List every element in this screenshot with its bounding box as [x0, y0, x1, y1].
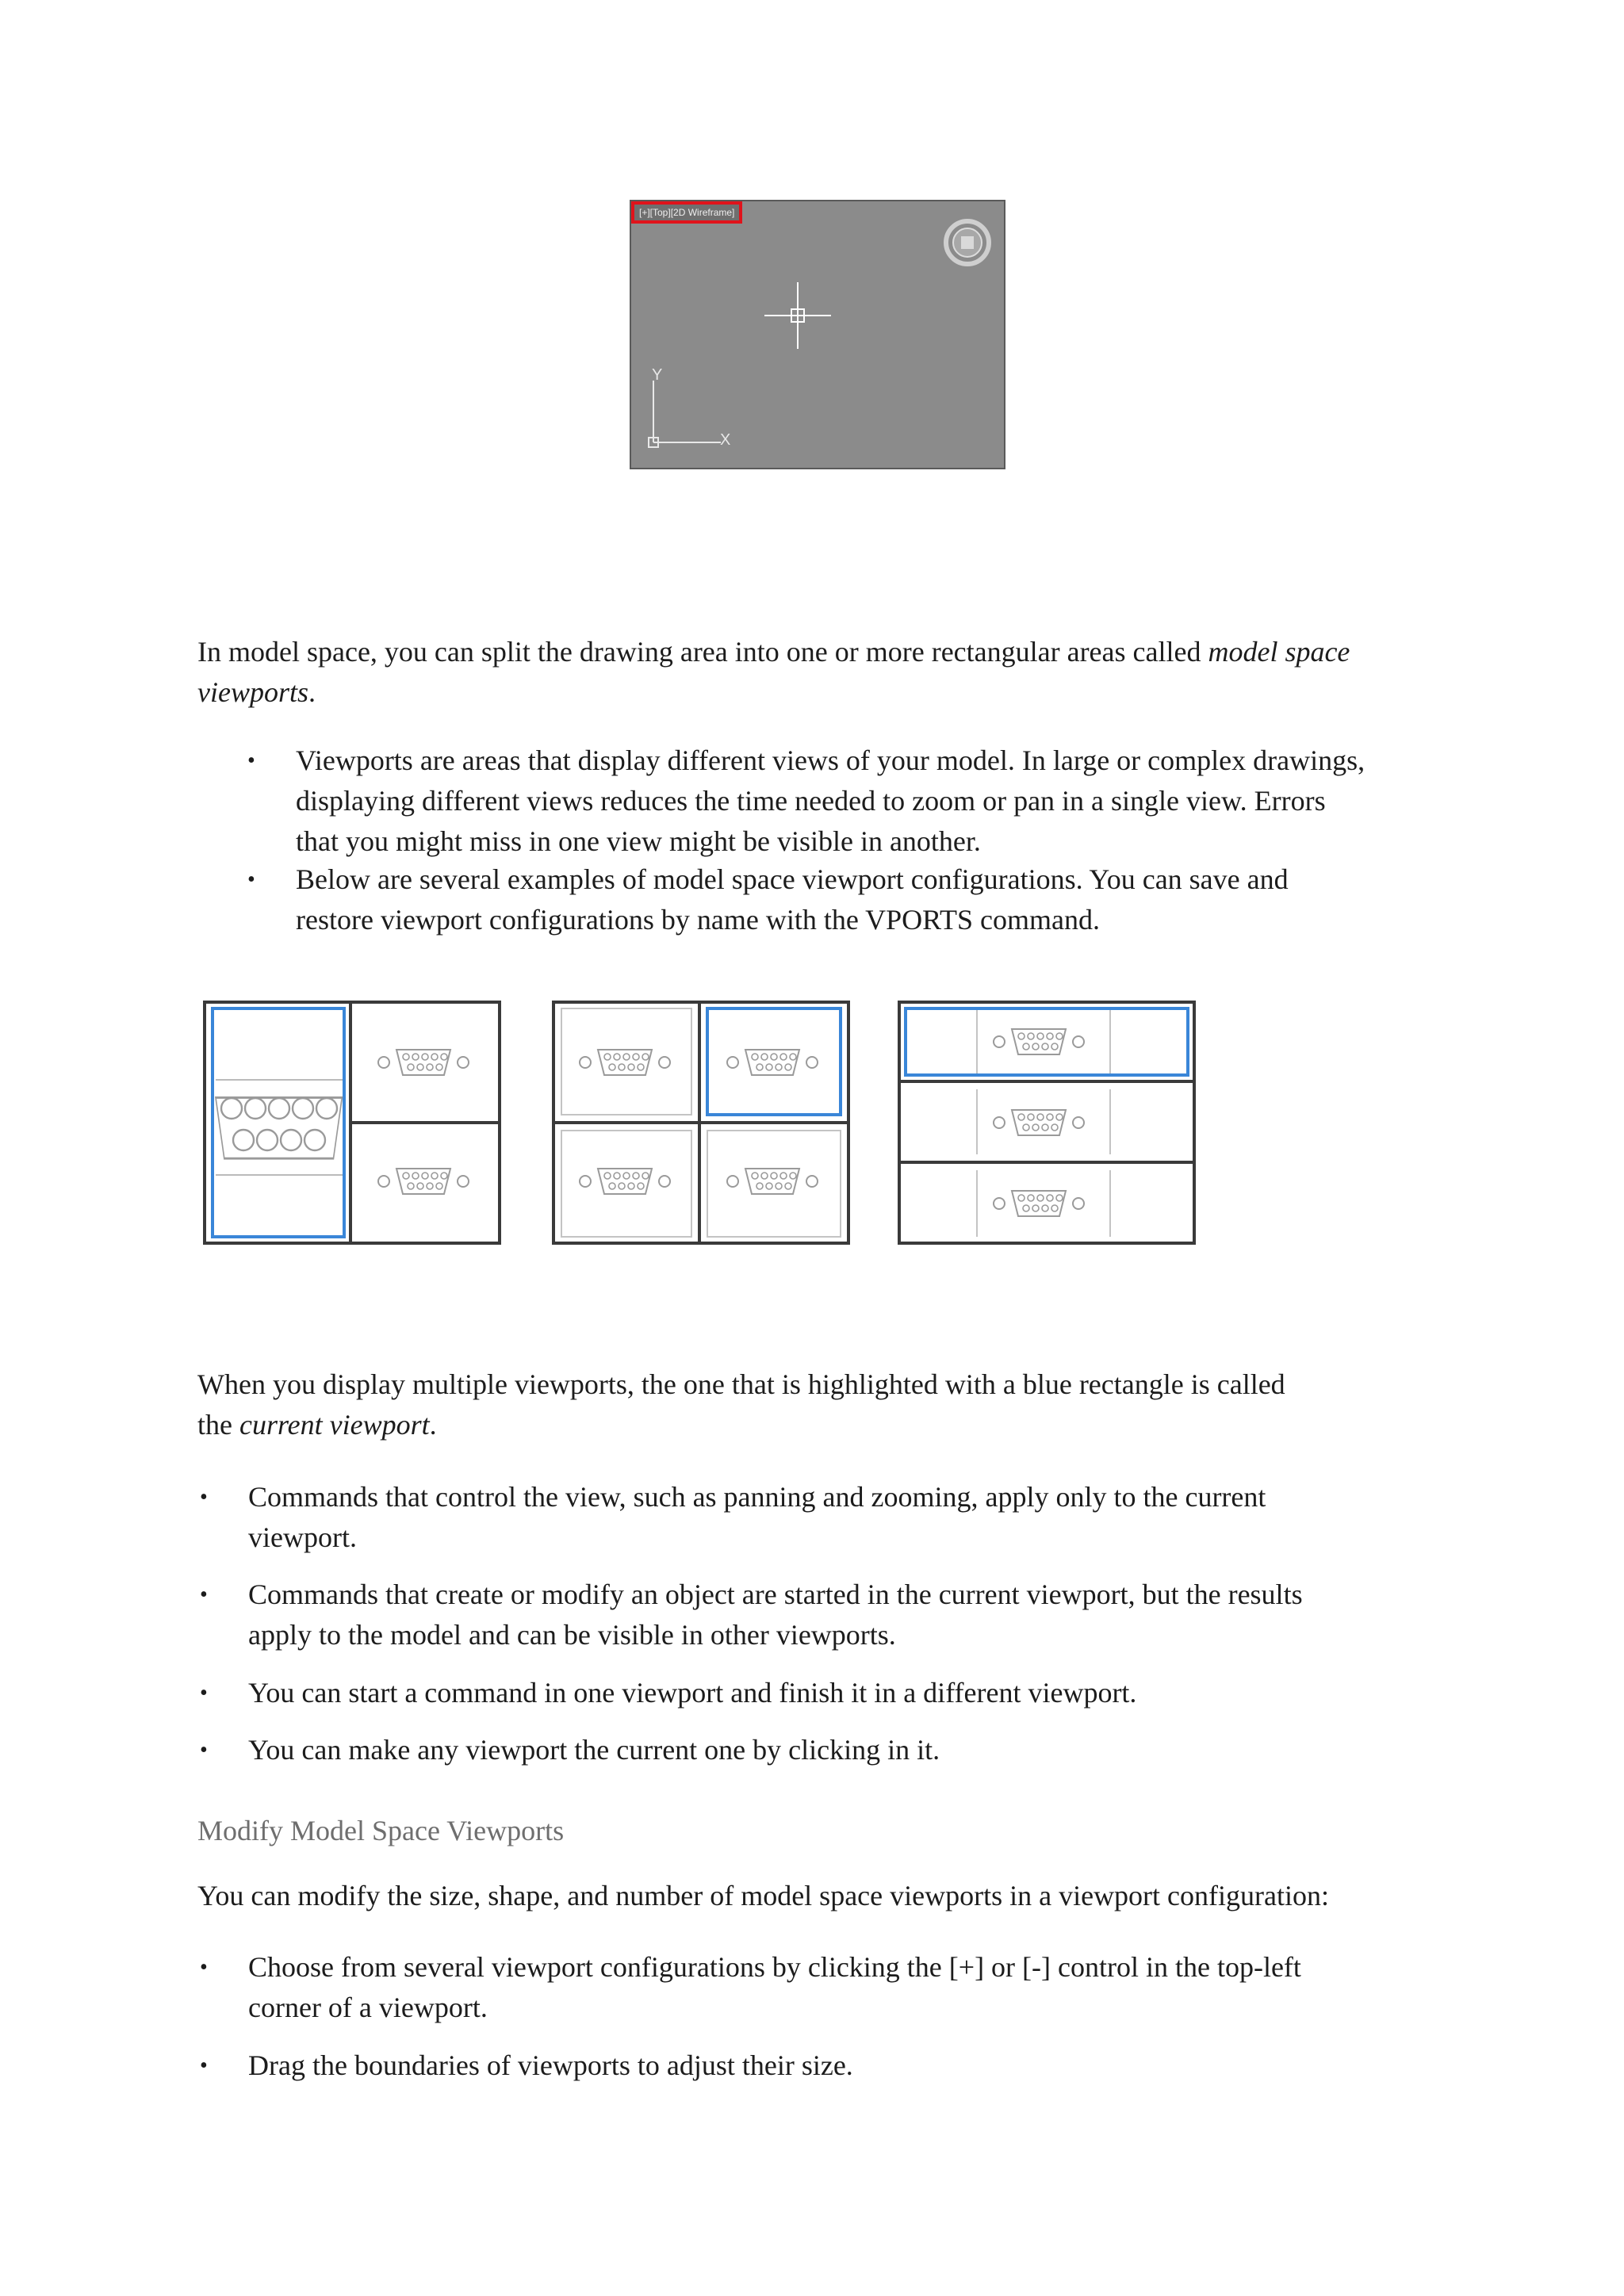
list-item [247, 859, 1437, 947]
connector-icon [203, 1001, 501, 1245]
list-item [200, 1477, 1437, 1564]
crosshair-icon [764, 282, 831, 349]
bullet-line: Commands that control the view, such as panning and zooming, apply only to the current [248, 1481, 1266, 1513]
current-emphasis: current viewport [239, 1409, 430, 1441]
viewport-screenshot [630, 200, 1005, 469]
connector-icon [552, 1001, 850, 1245]
bullet-line: Below are several examples of model space viewport configurations. You can save and [296, 863, 1289, 895]
current-viewport-paragraph [197, 1364, 1434, 1445]
bullet-line: You can start a command in one viewport and finish it in a different viewport. [248, 1677, 1137, 1709]
connector-icon [898, 1001, 1196, 1245]
bullet-icon: • [247, 748, 255, 773]
viewport-config-1 [203, 1001, 501, 1245]
list-item [200, 1947, 1437, 2034]
bullet-line: You can make any viewport the current one by clicking in it. [248, 1734, 940, 1766]
intro-end: . [308, 676, 316, 708]
list-item [200, 2045, 1437, 2089]
ucs-x-label: X [720, 431, 731, 449]
viewport-config-2 [552, 1001, 850, 1245]
intro-paragraph [197, 632, 1434, 713]
bullet-line: Choose from several viewport configurations by clicking the [+] or [-] control in the top-left [248, 1951, 1301, 1983]
list-item [200, 1730, 1437, 1774]
viewport-control-label[interactable]: [+][Top][2D Wireframe] [631, 201, 742, 224]
bullet-line: Drag the boundaries of viewports to adjust their size. [248, 2049, 853, 2081]
current-line-1: When you display multiple viewports, the one that is highlighted with a blue rectangle is called [197, 1368, 1285, 1400]
bullet-icon: • [200, 1955, 208, 1980]
bullet-line: Commands that create or modify an object are started in the current viewport, but the results [248, 1578, 1303, 1610]
intro-emphasis: model space viewports [197, 636, 1350, 708]
ucs-y-label: Y [652, 366, 663, 384]
current-end: . [429, 1409, 437, 1441]
list-item [200, 1575, 1437, 1662]
bullet-icon: • [200, 1738, 208, 1762]
bullet-icon: • [247, 867, 255, 892]
bullet-icon: • [200, 1485, 208, 1510]
viewcube-icon[interactable] [942, 217, 993, 268]
bullet-icon: • [200, 1582, 208, 1607]
bullet-line: corner of a viewport. [248, 1992, 488, 2023]
bullet-icon: • [200, 1681, 208, 1705]
bullet-icon: • [200, 2053, 208, 2078]
current-prefix: the [197, 1409, 239, 1441]
section-heading: Modify Model Space Viewports [197, 1815, 565, 1846]
bullet-line: that you might miss in one view might be visible in another. [296, 825, 981, 857]
intro-text: In model space, you can split the drawing area into one or more rectangular areas called [197, 636, 1208, 668]
list-item [247, 740, 1437, 867]
list-item [200, 1673, 1437, 1716]
modify-intro: You can modify the size, shape, and number of model space viewports in a viewport configuration: [197, 1880, 1329, 1911]
bullet-line: Viewports are areas that display different views of your model. In large or complex drawings, [296, 744, 1365, 776]
bullet-line: displaying different views reduces the time needed to zoom or pan in a single view. Errors [296, 785, 1326, 817]
bullet-line: apply to the model and can be visible in other viewports. [248, 1619, 896, 1651]
bullet-line: restore viewport configurations by name with the VPORTS command. [296, 904, 1100, 936]
bullet-line: viewport. [248, 1521, 357, 1553]
viewport-config-3 [898, 1001, 1196, 1245]
